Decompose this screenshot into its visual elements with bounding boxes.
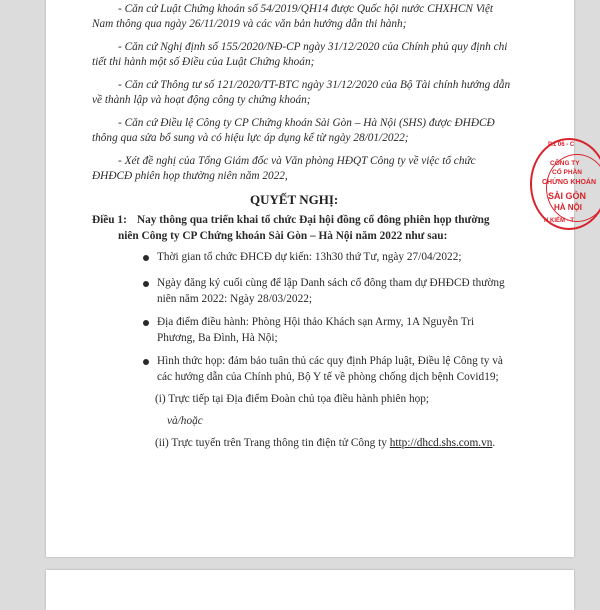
option-in-person: (i) Trực tiếp tại Địa điểm Đoàn chủ tọa điều hành phiên họp; bbox=[155, 393, 430, 405]
legal-basis-law-line2: Nam thông qua ngày 26/11/2019 và các văn bản hướng dẫn thi hành; bbox=[92, 18, 407, 30]
legal-basis-charter-line1: - Căn cứ Điều lệ Công ty CP Chứng khoán Sài Gòn – Hà Nội (SHS) được ĐHĐCĐ bbox=[118, 117, 495, 129]
proposal-line1: - Xét đề nghị của Tổng Giám đốc và Văn phòng HĐQT Công ty về việc tổ chức bbox=[118, 155, 476, 167]
option-conjunction: và/hoặc bbox=[167, 415, 203, 427]
seal-line5: HÀ NỘI bbox=[554, 203, 582, 212]
legal-basis-law-line1: - Căn cứ Luật Chứng khoán số 54/2019/QH14 được Quốc hội nước CHXHCN Việt bbox=[118, 3, 494, 15]
record-date-line2: niên năm 2022: Ngày 28/03/2022; bbox=[157, 293, 313, 305]
proposal-line2: ĐHĐCĐ phiên họp thường niên năm 2022, bbox=[92, 170, 288, 182]
shareholder-website-link[interactable]: http://dhcd.shs.com.vn bbox=[389, 437, 493, 449]
article1-line1: Nay thông qua triển khai tổ chức Đại hội đồng cổ đông phiên họp thường bbox=[137, 214, 490, 226]
article1-label: Điều 1: bbox=[92, 214, 127, 226]
bullet-dot bbox=[143, 255, 149, 261]
venue-line2: Phương, Ba Đình, Hà Nội; bbox=[157, 332, 278, 344]
record-date-line1: Ngày đăng ký cuối cùng để lập Danh sách cổ đông tham dự ĐHĐCĐ thường bbox=[157, 277, 505, 289]
venue-line1: Địa điểm điều hành: Phòng Hội thảo Khách sạn Army, 1A Nguyễn Tri bbox=[157, 316, 475, 328]
meeting-time: Thời gian tổ chức ĐHCĐ dự kiến: 13h30 thứ Tư, ngày 27/04/2022; bbox=[157, 251, 462, 263]
seal-top-arc: P.1 06 - C bbox=[548, 142, 575, 148]
next-page bbox=[46, 570, 574, 610]
seal-bottom-arc: N KIẾM - T bbox=[544, 218, 574, 224]
company-seal bbox=[530, 138, 600, 230]
seal-line1: CÔNG TY bbox=[550, 160, 580, 167]
legal-basis-decree-line1: - Căn cứ Nghị định số 155/2020/NĐ-CP ngày 31/12/2020 của Chính phủ quy định chi bbox=[118, 41, 508, 53]
legal-basis-charter-line2: thông qua sửa bổ sung và có hiệu lực áp dụng kể từ ngày 28/01/2022; bbox=[92, 132, 409, 144]
bullet-dot bbox=[143, 320, 149, 326]
resolution-heading: QUYẾT NGHỊ: bbox=[250, 192, 339, 207]
bullet-dot bbox=[143, 359, 149, 365]
legal-basis-circular-line1: - Căn cứ Thông tư số 121/2020/TT-BTC ngày 31/12/2020 của Bộ Tài chính hướng dẫn bbox=[118, 79, 511, 91]
legal-basis-decree-line2: tiết thi hành một số Điều của Luật Chứng khoán; bbox=[92, 56, 315, 68]
meeting-format-line2: các hướng dẫn của Chính phủ, Bộ Y tế về phòng chống dịch bệnh Covid19; bbox=[157, 371, 499, 383]
article1-line2: niên Công ty CP Chứng khoán Sài Gòn – Hà Nội năm 2022 như sau: bbox=[118, 230, 448, 242]
seal-line2: CỔ PHẦN bbox=[552, 169, 582, 176]
meeting-format-line1: Hình thức họp: đảm bảo tuân thủ các quy định Pháp luật, Điều lệ Công ty và bbox=[157, 355, 503, 367]
legal-basis-circular-line2: về thành lập và hoạt động công ty chứng khoán; bbox=[92, 94, 311, 106]
seal-line4: SÀI GÒN bbox=[548, 191, 587, 201]
bullet-dot bbox=[143, 281, 149, 287]
seal-line3: CHỨNG KHOÁN bbox=[542, 179, 597, 186]
option-online: (ii) Trực tuyến trên Trang thông tin điện tử Công ty http://dhcd.shs.com.vn. bbox=[155, 437, 496, 449]
